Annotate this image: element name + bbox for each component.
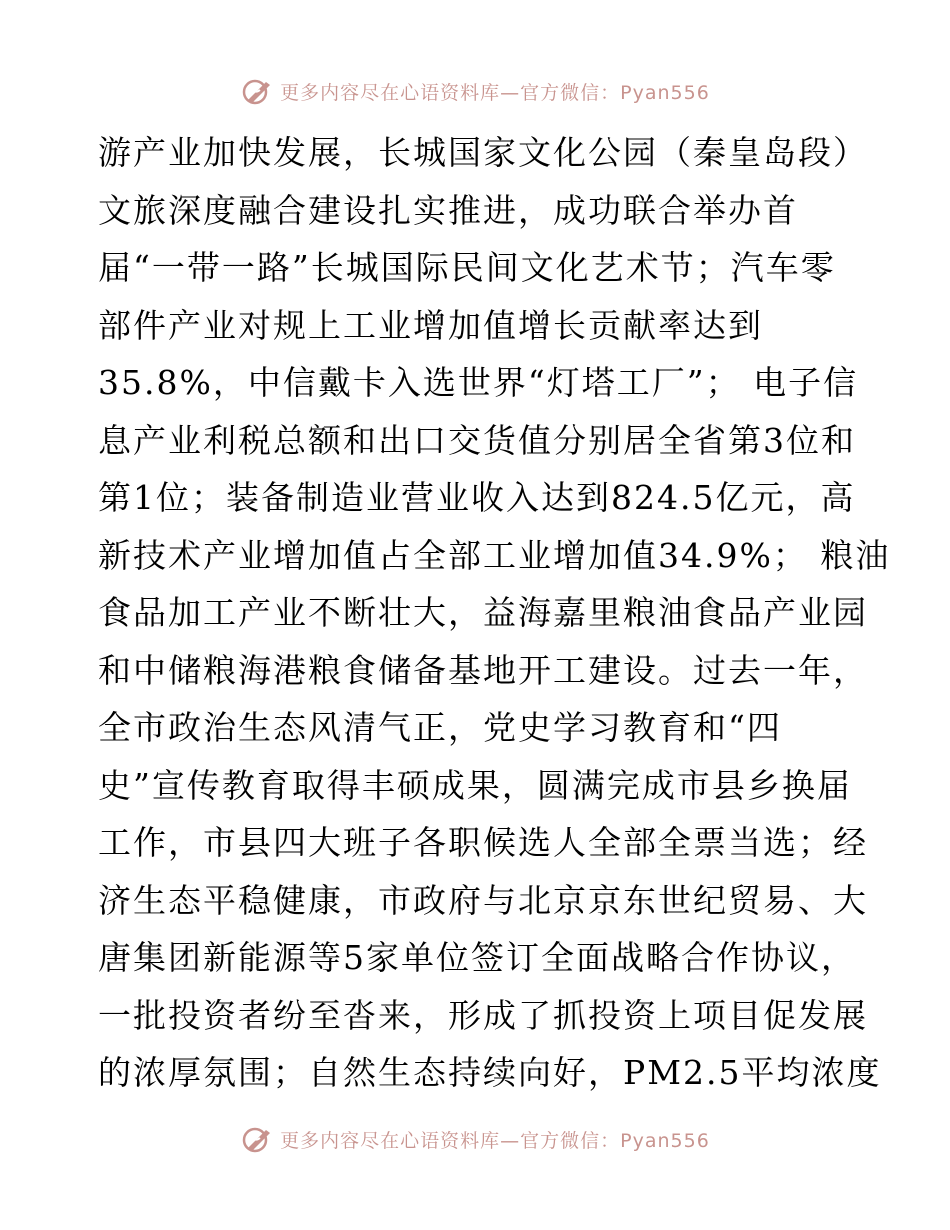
pen-logo-icon	[240, 1124, 274, 1154]
text-line: 和中储粮海港粮食储备基地开工建设。过去一年，	[98, 650, 868, 690]
text-line: 35.8%，中信戴卡入选世界“灯塔工厂”； 电子信	[98, 363, 859, 402]
text-line: 工作，市县四大班子各职候选人全部全票当选；经	[98, 823, 868, 862]
text-line: 息产业利税总额和出口交货值分别居全省第3位和	[98, 420, 856, 460]
watermark-text: 更多内容尽在心语资料库—官方微信：Pyan556	[280, 81, 710, 104]
text-line: 的浓厚氛围；自然生态持续向好，PM2.5平均浓度	[98, 1053, 882, 1092]
text-line: 食品加工产业不断壮大，益海嘉里粮油食品产业园	[98, 593, 868, 632]
text-line: 唐集团新能源等5家单位签订全面战略合作协议，	[98, 938, 856, 977]
text-line: 一批投资者纷至沓来，形成了抓投资上项目促发展	[98, 995, 868, 1035]
text-line: 第1位；装备制造业营业收入达到824.5亿元，高	[98, 478, 856, 517]
watermark-text: 更多内容尽在心语资料库—官方微信：Pyan556	[280, 1129, 710, 1152]
text-line: 全市政治生态风清气正，党史学习教育和“四	[98, 708, 782, 747]
text-line: 史”宣传教育取得丰硕成果，圆满完成市县乡换届	[98, 765, 852, 805]
text-line: 部件产业对规上工业增加值增长贡献率达到	[98, 305, 763, 345]
footer-watermark	[0, 1124, 950, 1154]
text-line: 新技术产业增加值占全部工业增加值34.9%； 粮油	[98, 535, 891, 575]
text-line: 游产业加快发展，长城国家文化公园（秦皇岛段）	[98, 133, 868, 172]
text-line: 届“一带一路”长城国际民间文化艺术节；汽车零	[98, 248, 836, 287]
header-watermark	[0, 76, 950, 106]
document-body	[98, 124, 891, 1102]
text-line: 文旅深度融合建设扎实推进，成功联合举办首	[98, 190, 798, 230]
pen-logo-icon	[240, 76, 274, 106]
text-line: 济生态平稳健康，市政府与北京京东世纪贸易、大	[98, 880, 868, 920]
